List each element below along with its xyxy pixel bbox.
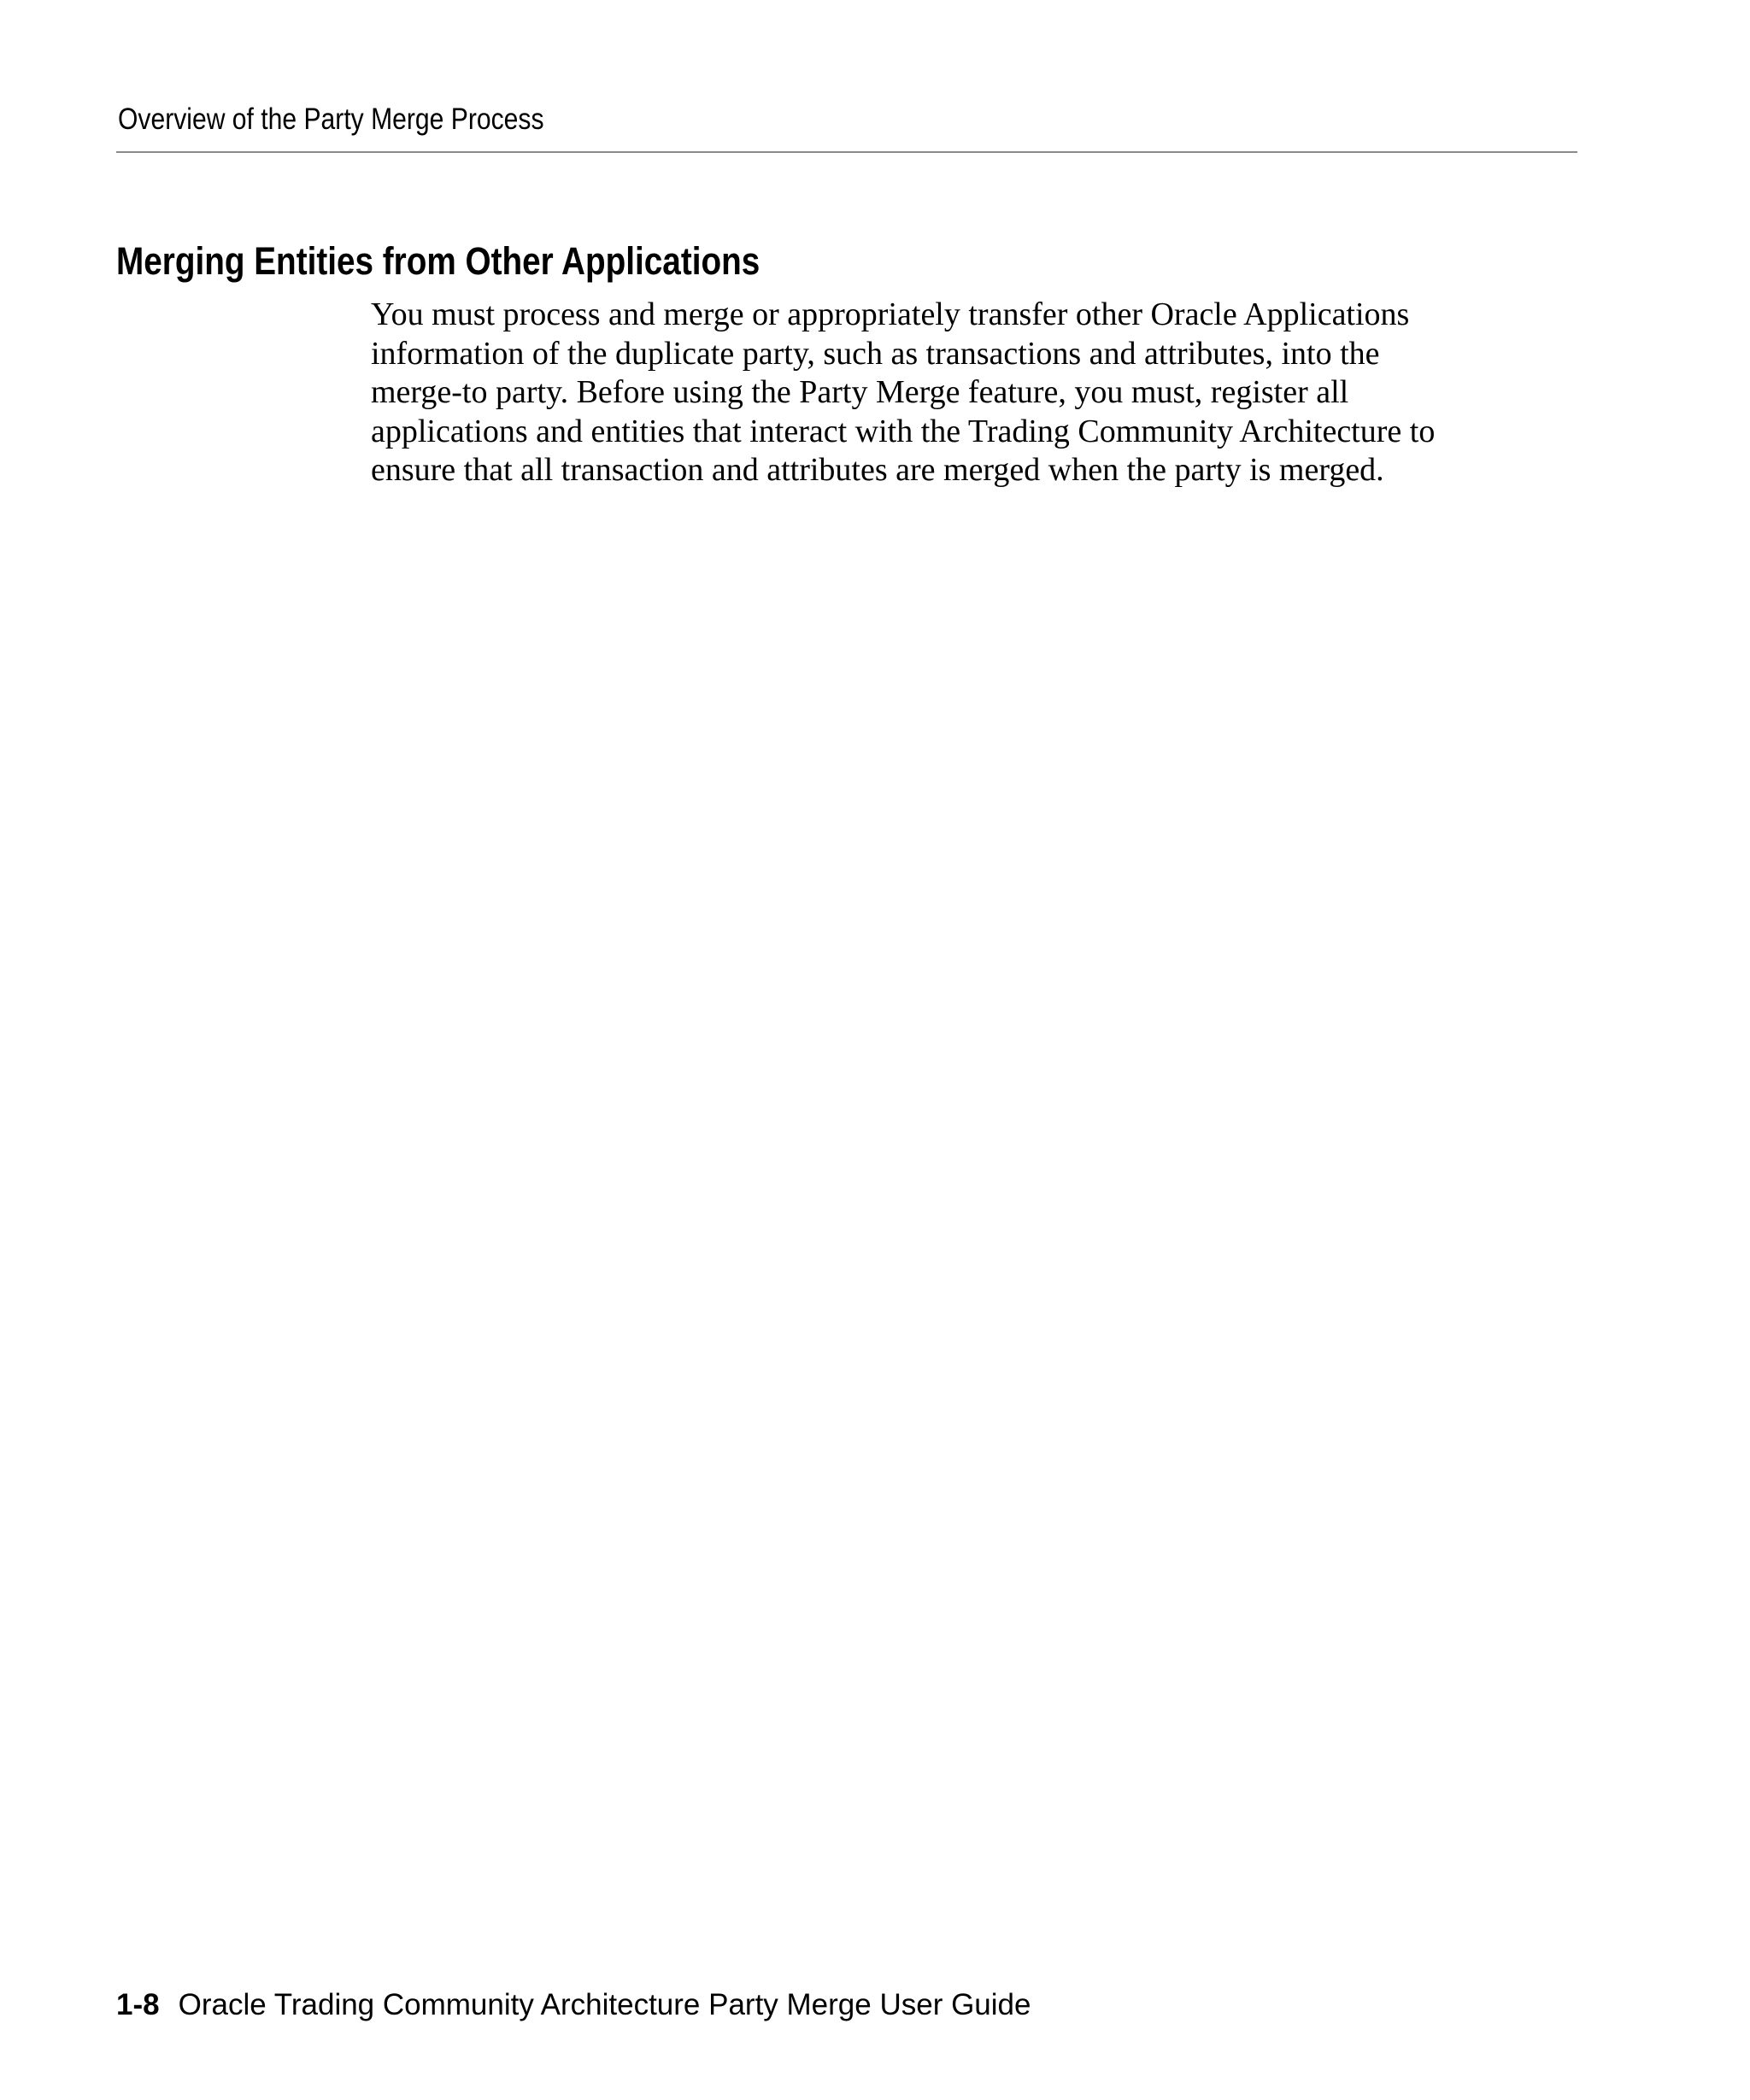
paragraph-line: information of the duplicate party, such as transactions and attributes, into the	[371, 335, 1380, 372]
header-divider	[116, 151, 1577, 153]
page-number: 1-8	[116, 1988, 160, 2021]
paragraph-line: You must process and merge or appropriately transfer other Oracle Applications	[371, 296, 1410, 332]
page-footer	[116, 1988, 1031, 2022]
running-header: Overview of the Party Merge Process	[118, 103, 544, 136]
paragraph-line: applications and entities that interact with the Trading Community Architecture to	[371, 413, 1436, 449]
book-title: Oracle Trading Community Architecture Party Merge User Guide	[178, 1988, 1031, 2021]
section-paragraph	[371, 296, 1584, 490]
paragraph-line: ensure that all transaction and attributes are merged when the party is merged.	[371, 452, 1384, 489]
paragraph-line: merge-to party. Before using the Party Merge feature, you must, register all	[371, 374, 1349, 411]
section-heading: Merging Entities from Other Applications	[116, 239, 760, 283]
